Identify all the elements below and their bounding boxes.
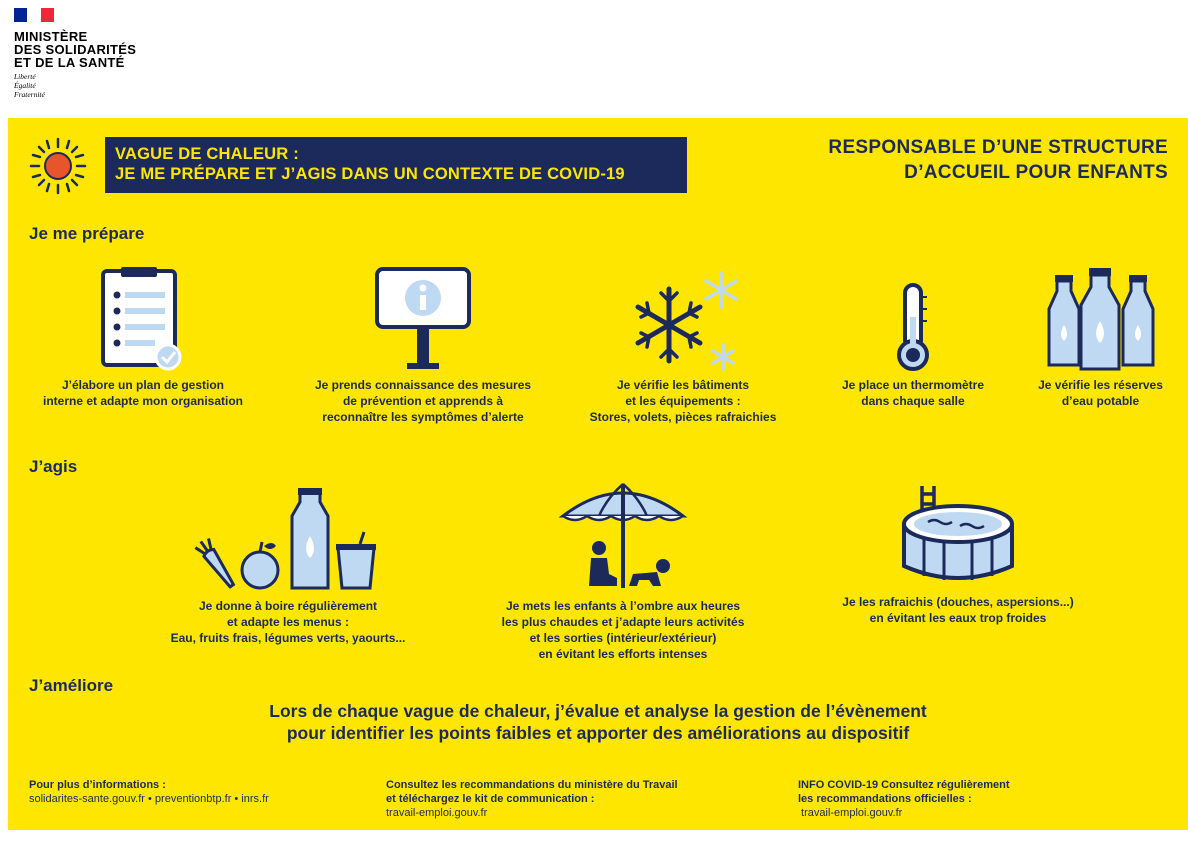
footer-link[interactable]: travail-emploi.gouv.fr: [386, 807, 488, 819]
parasol-children-icon: [533, 478, 713, 594]
thermometer-icon: [883, 265, 943, 375]
prepare-caption: [288, 377, 558, 425]
section-title-improve: J’améliore: [29, 676, 114, 695]
improve-text: [8, 700, 1188, 744]
footer-links[interactable]: solidarites-sante.gouv.fr • preventionbtp.fr • inrs.fr: [29, 793, 269, 805]
caption-line: et les équipements :: [625, 394, 741, 408]
act-item-shade: [473, 478, 773, 662]
pool-icon: [898, 482, 1018, 590]
caption-line: Je donne à boire régulièrement: [198, 599, 378, 613]
food-drink-icon: [188, 486, 388, 594]
caption-line: reconnaître les symptômes d’alerte: [322, 410, 524, 424]
caption-line: Eau, fruits frais, légumes verts, yaourts...: [170, 631, 406, 645]
act-caption: [158, 598, 418, 646]
poster-panel: [8, 118, 1188, 830]
ministry-logo: [14, 8, 136, 99]
footer-heading: Consultez les recommandations du ministère du Travail: [386, 779, 678, 791]
motto-line: Liberté: [14, 72, 36, 81]
caption-line: Stores, volets, pièces rafraichies: [589, 410, 777, 424]
caption-line: et adapte les menus :: [226, 615, 350, 629]
footer-heading: INFO COVID-19 Consultez régulièrement: [798, 779, 1010, 791]
caption-line: en évitant les efforts intenses: [538, 647, 708, 661]
footer-heading: et téléchargez le kit de communication :: [386, 793, 595, 805]
caption-line: dans chaque salle: [861, 394, 965, 408]
footer-info: [29, 778, 269, 806]
water-bottles-icon: [1041, 265, 1161, 375]
motto-line: Égalité: [14, 81, 36, 90]
caption-line: Je place un thermomètre: [841, 378, 985, 392]
sun-icon: [28, 136, 88, 196]
footer-covid-info: [798, 778, 1009, 820]
caption-line: les plus chaudes et j’adapte leurs activités: [501, 615, 745, 629]
footer-heading: les recommandations officielles :: [798, 793, 972, 805]
caption-line: Je mets les enfants à l’ombre aux heures: [505, 599, 741, 613]
prepare-item-buildings: [568, 265, 798, 425]
caption-line: Je les rafraichis (douches, aspersions...): [842, 595, 1074, 609]
ministry-line: DES SOLIDARITÉS: [14, 42, 137, 57]
caption-line: Je vérifie les bâtiments: [616, 378, 750, 392]
act-caption: [473, 598, 773, 662]
info-sign-icon: [373, 265, 473, 375]
french-flag-icon: [14, 8, 54, 22]
caption-line: et les sorties (intérieur/extérieur): [529, 631, 717, 645]
section-title-act: J’agis: [29, 457, 78, 476]
prepare-item-plan: [28, 265, 258, 409]
snowflakes-icon: [623, 265, 743, 375]
target-audience: [828, 135, 1168, 185]
motto-line: Fraternité: [14, 90, 45, 99]
footer-heading: Pour plus d’informations :: [29, 779, 166, 791]
prepare-item-measures: [288, 265, 558, 425]
improve-line: pour identifier les points faibles et apporter des améliorations au dispositif: [286, 723, 910, 743]
target-audience-line: RESPONSABLE D’UNE STRUCTURE: [828, 137, 1168, 158]
ministry-line: ET DE LA SANTÉ: [14, 55, 125, 70]
act-item-cool: [823, 482, 1093, 626]
republic-motto: [14, 72, 136, 99]
ministry-line: MINISTÈRE: [14, 29, 88, 44]
act-item-drink: [158, 486, 418, 646]
section-title-prepare: Je me prépare: [29, 224, 145, 243]
prepare-item-thermometer: [808, 265, 1018, 409]
footer-labour-ministry: [386, 778, 678, 820]
clipboard-checklist-icon: [93, 265, 193, 375]
caption-line: Je vérifie les réserves: [1038, 378, 1163, 392]
act-caption: [823, 594, 1093, 626]
ministry-name: [14, 30, 136, 69]
caption-line: interne et adapte mon organisation: [42, 394, 244, 408]
poster-title: [105, 137, 687, 193]
caption-line: de prévention et apprends à: [342, 394, 504, 408]
prepare-caption: [1018, 377, 1183, 409]
caption-line: J’élabore un plan de gestion: [61, 378, 225, 392]
target-audience-line: D’ACCUEIL POUR ENFANTS: [904, 162, 1168, 183]
caption-line: d’eau potable: [1061, 394, 1140, 408]
footer-link[interactable]: travail-emploi.gouv.fr: [798, 807, 903, 819]
prepare-caption: [808, 377, 1018, 409]
prepare-caption: [568, 377, 798, 425]
prepare-caption: [28, 377, 258, 409]
poster-title-line: JE ME PRÉPARE ET J’AGIS DANS UN CONTEXTE DE COVID-19: [115, 165, 625, 183]
poster-title-line: VAGUE DE CHALEUR :: [115, 145, 299, 163]
prepare-item-water: [1018, 265, 1183, 409]
improve-line: Lors de chaque vague de chaleur, j’évalue et analyse la gestion de l’évènement: [269, 701, 927, 721]
caption-line: Je prends connaissance des mesures: [314, 378, 532, 392]
caption-line: en évitant les eaux trop froides: [869, 611, 1047, 625]
